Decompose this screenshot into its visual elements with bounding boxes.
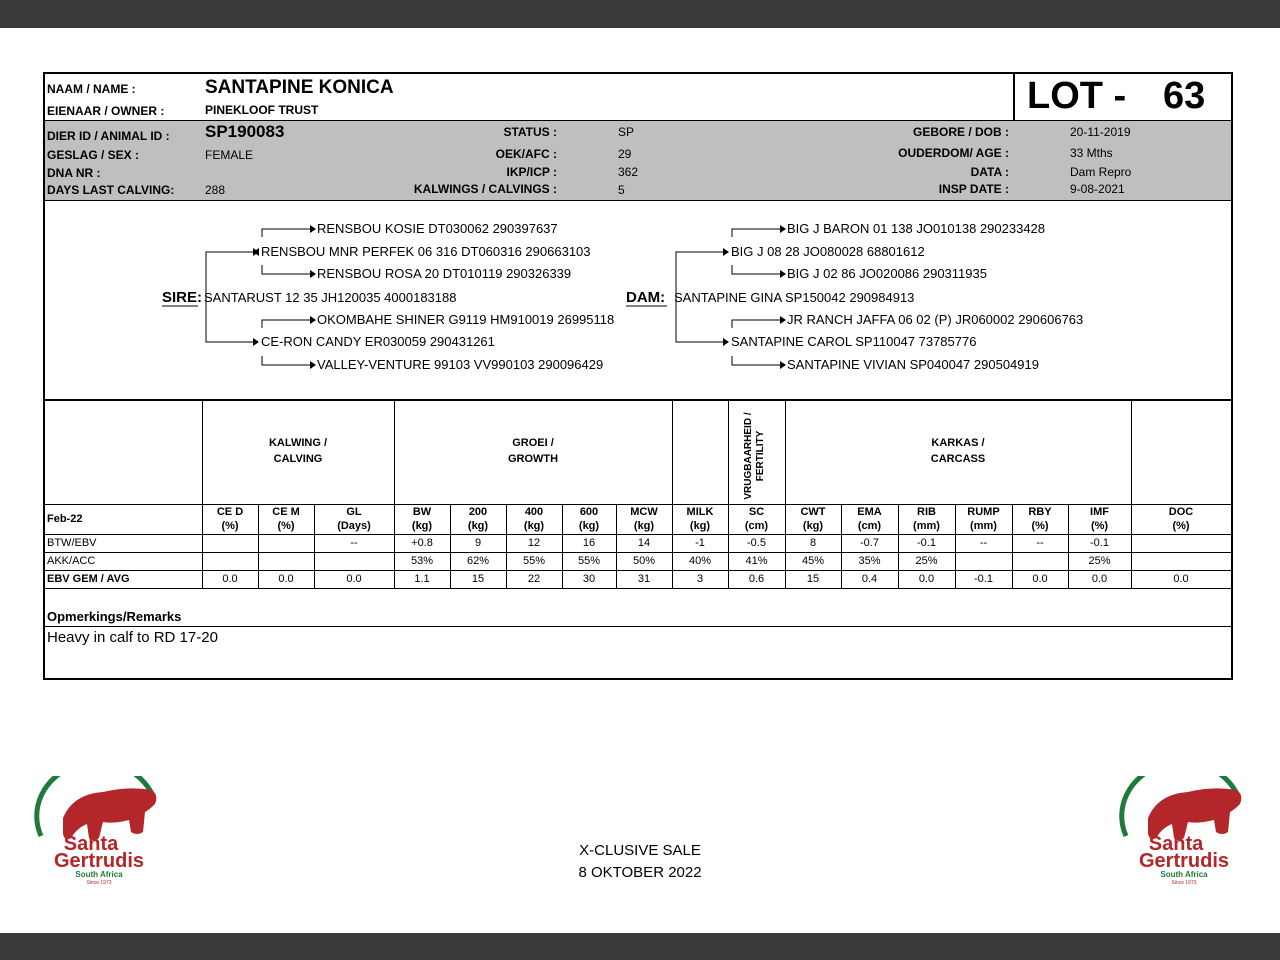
column-unit: (kg) — [633, 520, 655, 532]
column-unit: (%) — [1172, 520, 1190, 532]
calvings-value: 5 — [618, 183, 625, 197]
remarks-label: Opmerkings/Remarks — [47, 609, 182, 624]
table-cell: 25% — [1088, 555, 1111, 567]
lot-sheet — [43, 72, 1233, 680]
column-header — [1131, 505, 1231, 533]
column-header — [562, 505, 616, 533]
table-cell: -- — [979, 537, 988, 549]
column-name: GL — [346, 506, 362, 518]
group-carcass: KARKAS / CARCASS — [930, 437, 986, 465]
dam-label: DAM: — [626, 289, 666, 306]
status-label: STATUS : — [503, 125, 557, 139]
table-cell: 50% — [632, 555, 656, 567]
remarks-text: Heavy in calf to RD 17-20 — [47, 629, 218, 646]
dob-value: 20-11-2019 — [1070, 125, 1131, 139]
logo-text-santa: Santa — [63, 833, 119, 855]
table-cell: 31 — [637, 573, 651, 585]
column-unit: (kg) — [523, 520, 545, 532]
table-rule — [45, 570, 1231, 571]
column-name: SC — [748, 506, 765, 518]
bottom-bar — [0, 933, 1280, 960]
dam-sire-sire: BIG J BARON 01 138 JO010138 290233428 — [787, 221, 1046, 236]
dam-name: SANTAPINE GINA SP150042 290984913 — [674, 290, 915, 305]
table-cell: 0.0 — [1173, 573, 1189, 585]
table-cell: -- — [1036, 537, 1044, 549]
dna-label: DNA NR : — [47, 166, 101, 180]
group-calving: KALWING / CALVING — [268, 437, 328, 465]
name-label: NAAM / NAME : — [47, 82, 136, 96]
dam-dam: SANTAPINE CAROL SP110047 73785776 — [731, 334, 977, 349]
period-label: Feb-22 — [47, 513, 83, 525]
dob-label: GEBORE / DOB : — [912, 125, 1009, 139]
column-header — [1012, 505, 1068, 533]
column-name: 200 — [468, 506, 488, 518]
column-name: MILK — [686, 506, 714, 518]
santa-gertrudis-logo-left — [33, 776, 163, 886]
sex-label: GESLAG / SEX : — [47, 148, 140, 162]
column-name: IMF — [1090, 506, 1109, 518]
age-value: 33 Mths — [1070, 146, 1113, 160]
table-cell: 25% — [915, 555, 938, 567]
group-growth: GROEI / GROWTH — [507, 437, 559, 465]
column-name: 400 — [524, 506, 544, 518]
table-rule — [45, 626, 1231, 627]
column-header — [672, 505, 728, 533]
column-unit: (kg) — [467, 520, 489, 532]
column-header — [1068, 505, 1131, 533]
table-cell: -0.1 — [974, 573, 993, 585]
sale-date: 8 OKTOBER 2022 — [578, 864, 702, 881]
table-cell: 40% — [688, 555, 712, 567]
bull-icon — [1118, 776, 1248, 886]
table-cell: 16 — [582, 537, 596, 549]
bull-icon — [33, 776, 163, 886]
calvings-label: KALWINGS / CALVINGS : — [413, 182, 557, 196]
column-header — [258, 505, 314, 533]
column-header — [955, 505, 1012, 533]
table-cell: 62% — [466, 555, 490, 567]
table-cell: 15 — [471, 573, 485, 585]
column-header — [202, 505, 258, 533]
column-unit: (mm) — [970, 520, 997, 532]
table-cell: 3 — [696, 573, 704, 585]
sire-dam: CE-RON CANDY ER030059 290431261 — [261, 334, 495, 349]
owner-label: EIENAAR / OWNER : — [47, 104, 165, 118]
dam-sire-dam: BIG J 02 86 JO020086 290311935 — [787, 266, 987, 281]
header-name-row — [45, 74, 1231, 121]
afc-value: 29 — [618, 147, 632, 161]
table-cell: -0.5 — [747, 537, 766, 549]
column-header — [450, 505, 506, 533]
animal-id-value: SP190083 — [205, 122, 285, 141]
table-cell: -1 — [695, 537, 705, 549]
table-cell: 53% — [410, 555, 434, 567]
column-name: RIB — [917, 506, 936, 518]
logo-text-santa: Santa — [1148, 833, 1204, 855]
table-cell: -0.1 — [917, 537, 936, 549]
pedigree — [45, 201, 1231, 400]
table-cell: 8 — [809, 537, 817, 549]
sire-name: SANTARUST 12 35 JH120035 4000183188 — [204, 290, 457, 305]
dam-dam-dam: SANTAPINE VIVIAN SP040047 290504919 — [787, 357, 1039, 372]
animal-id-label: DIER ID / ANIMAL ID : — [47, 129, 170, 143]
details-block — [45, 121, 1231, 201]
column-unit: (%) — [1090, 520, 1109, 532]
column-name: MCW — [630, 506, 658, 518]
insp-label: INSP DATE : — [938, 182, 1009, 196]
logo-text-since: Since 1973 — [86, 880, 112, 886]
column-unit: (cm) — [857, 520, 882, 532]
column-unit: (kg) — [802, 520, 824, 532]
table-rule — [45, 588, 1231, 589]
table-cell: 41% — [745, 555, 768, 567]
table-cell: 12 — [527, 537, 541, 549]
table-cell: 15 — [806, 573, 820, 585]
data-label: DATA : — [970, 165, 1009, 179]
row-label: EBV GEM / AVG — [47, 573, 130, 585]
column-header — [785, 505, 841, 533]
table-cell: -0.1 — [1090, 537, 1109, 549]
top-bar — [0, 0, 1280, 28]
row-label: BTW/EBV — [47, 537, 97, 549]
sire-sire-sire: RENSBOU KOSIE DT030062 290397637 — [317, 221, 558, 236]
column-name: RUMP — [967, 506, 1000, 518]
table-cell: 0.0 — [278, 573, 294, 585]
table-cell: 22 — [527, 573, 541, 585]
table-cell: -0.7 — [860, 537, 879, 549]
group-fertility: VRUGBAARHEID / FERTILITY — [743, 412, 766, 500]
table-cell: 0.0 — [1091, 573, 1108, 585]
table-rule — [45, 400, 1231, 401]
sire-label: SIRE: — [162, 289, 203, 306]
ebv-table — [45, 400, 1231, 680]
sire-sire-dam: RENSBOU ROSA 20 DT010119 290326339 — [317, 266, 572, 281]
column-unit: (Days) — [337, 520, 371, 532]
table-cell: 0.0 — [918, 573, 935, 585]
column-unit: (cm) — [744, 520, 769, 532]
column-unit: (%) — [221, 520, 239, 532]
table-cell: 14 — [637, 537, 651, 549]
logo-text-country: South Africa — [75, 870, 123, 879]
table-cell: 0.0 — [1032, 573, 1048, 585]
table-rule — [45, 534, 1231, 535]
table-cell: 0.0 — [222, 573, 238, 585]
sex-value: FEMALE — [205, 148, 254, 162]
column-name: BW — [412, 506, 432, 518]
lot-label: LOT - — [1027, 75, 1127, 117]
group-divider — [1131, 400, 1132, 588]
column-unit: (kg) — [689, 520, 711, 532]
table-cell: 9 — [474, 537, 482, 549]
afc-label: OEK/AFC : — [495, 147, 557, 161]
table-cell: 30 — [582, 573, 596, 585]
column-name: CE D — [216, 506, 244, 518]
column-unit: (mm) — [913, 520, 940, 532]
table-cell: -- — [350, 537, 358, 549]
status-value: SP — [618, 125, 635, 139]
animal-name: SANTAPINE KONICA — [205, 77, 394, 98]
column-header — [898, 505, 955, 533]
column-header — [394, 505, 450, 533]
days-label: DAYS LAST CALVING: — [47, 183, 175, 197]
icp-value: 362 — [618, 165, 639, 179]
dam-sire: BIG J 08 28 JO080028 68801612 — [731, 244, 925, 259]
column-header — [841, 505, 898, 533]
column-header — [314, 505, 394, 533]
column-header — [506, 505, 562, 533]
table-cell: +0.8 — [411, 537, 433, 549]
age-label: OUDERDOM/ AGE : — [898, 146, 1009, 160]
row-label: AKK/ACC — [47, 555, 96, 567]
logo-text-country: South Africa — [1160, 870, 1208, 879]
table-cell: 0.4 — [861, 573, 878, 585]
santa-gertrudis-logo-right — [1118, 776, 1248, 886]
sire-sire: RENSBOU MNR PERFEK 06 316 DT060316 290663103 — [261, 244, 591, 259]
table-cell: 55% — [522, 555, 546, 567]
column-name: CWT — [800, 506, 826, 518]
days-value: 288 — [205, 183, 226, 197]
column-name: 600 — [579, 506, 599, 518]
insp-value: 9-08-2021 — [1070, 182, 1125, 196]
table-cell: 45% — [801, 555, 825, 567]
group-divider — [202, 400, 203, 588]
table-cell: 1.1 — [414, 573, 430, 585]
lot-box — [1013, 74, 1233, 120]
column-name: RBY — [1028, 506, 1052, 518]
column-unit: (%) — [1031, 520, 1049, 532]
icp-label: IKP/ICP : — [506, 165, 557, 179]
dam-dam-sire: JR RANCH JAFFA 06 02 (P) JR060002 290606763 — [787, 312, 1084, 327]
table-cell: 0.6 — [748, 573, 765, 585]
column-name: DOC — [1168, 506, 1194, 518]
logo-text-since: Since 1973 — [1171, 880, 1197, 886]
sale-name: X-CLUSIVE SALE — [579, 842, 701, 859]
column-unit: (kg) — [578, 520, 600, 532]
data-value: Dam Repro — [1070, 165, 1132, 179]
table-rule — [45, 552, 1231, 553]
lot-number: 63 — [1163, 75, 1206, 117]
column-header — [728, 505, 785, 533]
sire-dam-dam: VALLEY-VENTURE 99103 VV990103 290096429 — [317, 357, 604, 372]
table-cell: 0.0 — [346, 573, 362, 585]
column-name: EMA — [857, 506, 882, 518]
table-cell: 35% — [858, 555, 881, 567]
logo-text-gertrudis: Gertrudis — [1138, 850, 1230, 872]
column-name: CE M — [272, 506, 300, 518]
logo-text-gertrudis: Gertrudis — [53, 850, 145, 872]
table-cell: 55% — [577, 555, 601, 567]
column-unit: (%) — [277, 520, 295, 532]
column-unit: (kg) — [411, 520, 433, 532]
column-header — [616, 505, 672, 533]
sire-dam-sire: OKOMBAHE SHINER G9119 HM910019 26995118 — [317, 312, 615, 327]
owner-value: PINEKLOOF TRUST — [205, 103, 319, 117]
